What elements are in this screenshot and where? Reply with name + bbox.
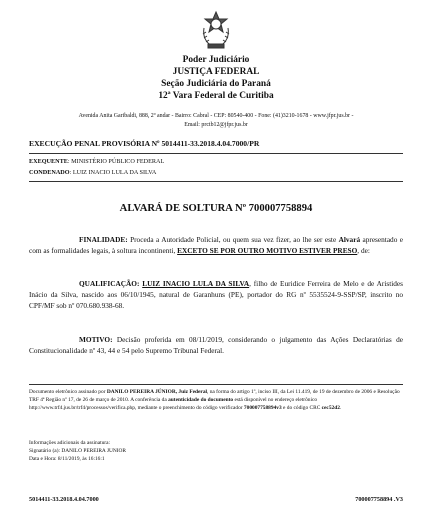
signature-notice (29, 388, 403, 413)
divider (29, 181, 403, 182)
signature-text: está disponível no endereço eletrônico http://www.trf4.jus.br/trf4/processos/verifica.php, mediante o preenchimento do código verificador (29, 397, 318, 412)
qualificacao-paragraph (29, 279, 403, 311)
signature-text: e do código CRC (281, 405, 322, 412)
finalidade-label: FINALIDADE: (79, 235, 128, 244)
signature-text: Documento eletrônico assinado por (29, 389, 107, 395)
header-line-2: JUSTIÇA FEDERAL (172, 67, 260, 77)
footer-process-number: 5014411-33.2018.4.04.7000 (29, 496, 99, 503)
finalidade-text: Proceda a Autoridade Policial, ou quem sua vez fizer, ao lhe ser este (127, 235, 339, 244)
divider (29, 384, 403, 385)
condenado-line (29, 169, 156, 176)
verification-code: 700007758894v3 (243, 405, 282, 412)
qualificacao-text: , filho de Euridice Ferreira de Melo e de Aristides Inácio da Silva, nascido aos 06/10/1945, natural de Garanhuns (PE), portador do RG nº 5535524-9-SSP/SP, inscrito no CPF/MF sob nº 070.680.938-68. (29, 279, 403, 310)
condenado-value: : LUIZ INACIO LULA DA SILVA (69, 169, 157, 176)
header-line-4: 12ª Vara Federal de Curitiba (158, 91, 274, 101)
signature-info-signer: Signatário (a): DANILO PEREIRA JUNIOR (29, 448, 127, 455)
signature-text: . (339, 405, 342, 412)
header-line-3: Seção Judiciária do Paraná (161, 79, 271, 89)
coat-of-arms-icon (200, 10, 232, 50)
header-line-1: Poder Judiciário (182, 55, 250, 65)
defendant-name: LUIZ INACIO LULA DA SILVA (142, 279, 250, 288)
exequente-line (29, 158, 164, 165)
court-address (8, 112, 424, 129)
finalidade-text: , de: (357, 245, 370, 255)
signature-info-title: Informações adicionais da assinatura: (29, 440, 110, 446)
motivo-label: MOTIVO: (79, 335, 113, 344)
address-line-1: Avenida Anita Garibaldi, 888, 2º andar - Bairro: Cabral - CEP: 80540-400 - Fone: (41)3210-1678 - www.jfpr.jus.br - (78, 113, 354, 119)
signature-info-date: Data e Hora: 8/11/2019, às 16:16:1 (29, 456, 105, 463)
finalidade-text: apresentado e com as formalidades legais, à soltura incontinenti, (29, 235, 404, 255)
execution-number: EXECUÇÃO PENAL PROVISÓRIA Nº 5014411-33.2018.4.04.7000/PR (29, 139, 260, 148)
crc-code: cec52d2 (321, 405, 340, 412)
finalidade-paragraph (29, 235, 403, 257)
motivo-text: Decisão proferida em 08/11/2019, considerando o julgamento das Ações Declaratórias de Constitucionalidade nº 43, 44 e 54 pelo Supremo Tribunal Federal. (29, 335, 403, 355)
signature-info (29, 439, 403, 464)
document-title: ALVARÁ DE SOLTURA Nº 700007758894 (119, 203, 313, 214)
qualificacao-label: QUALIFICAÇÃO: (79, 279, 140, 288)
exequente-label: EXEQUENTE (29, 158, 68, 165)
signer-name: DANILO PEREIRA JÚNIOR, Juiz Federal (106, 389, 208, 395)
address-line-2: Email: prctb12@jfpr.jus.br (184, 121, 248, 128)
condenado-label: CONDENADO (29, 169, 70, 176)
signature-text: , na forma do artigo 1º, inciso III, da Lei 11.419, de 19 de dezembro de 2006 e Resolução TRF 4ª Região nº 17, de 26 de março de 2010. A conferência da (29, 389, 400, 404)
footer-document-code: 700007758894 .V3 (355, 496, 403, 503)
finalidade-exception: EXCETO SE POR OUTRO MOTIVO ESTIVER PRESO (177, 245, 358, 255)
authenticity-label: autenticidade do documento (168, 397, 234, 404)
court-header (0, 54, 432, 102)
exequente-value: : MINISTÉRIO PÚBLICO FEDERAL (67, 158, 165, 165)
motivo-paragraph (29, 335, 403, 357)
divider (29, 153, 403, 154)
finalidade-bold: Alvará (338, 235, 361, 244)
